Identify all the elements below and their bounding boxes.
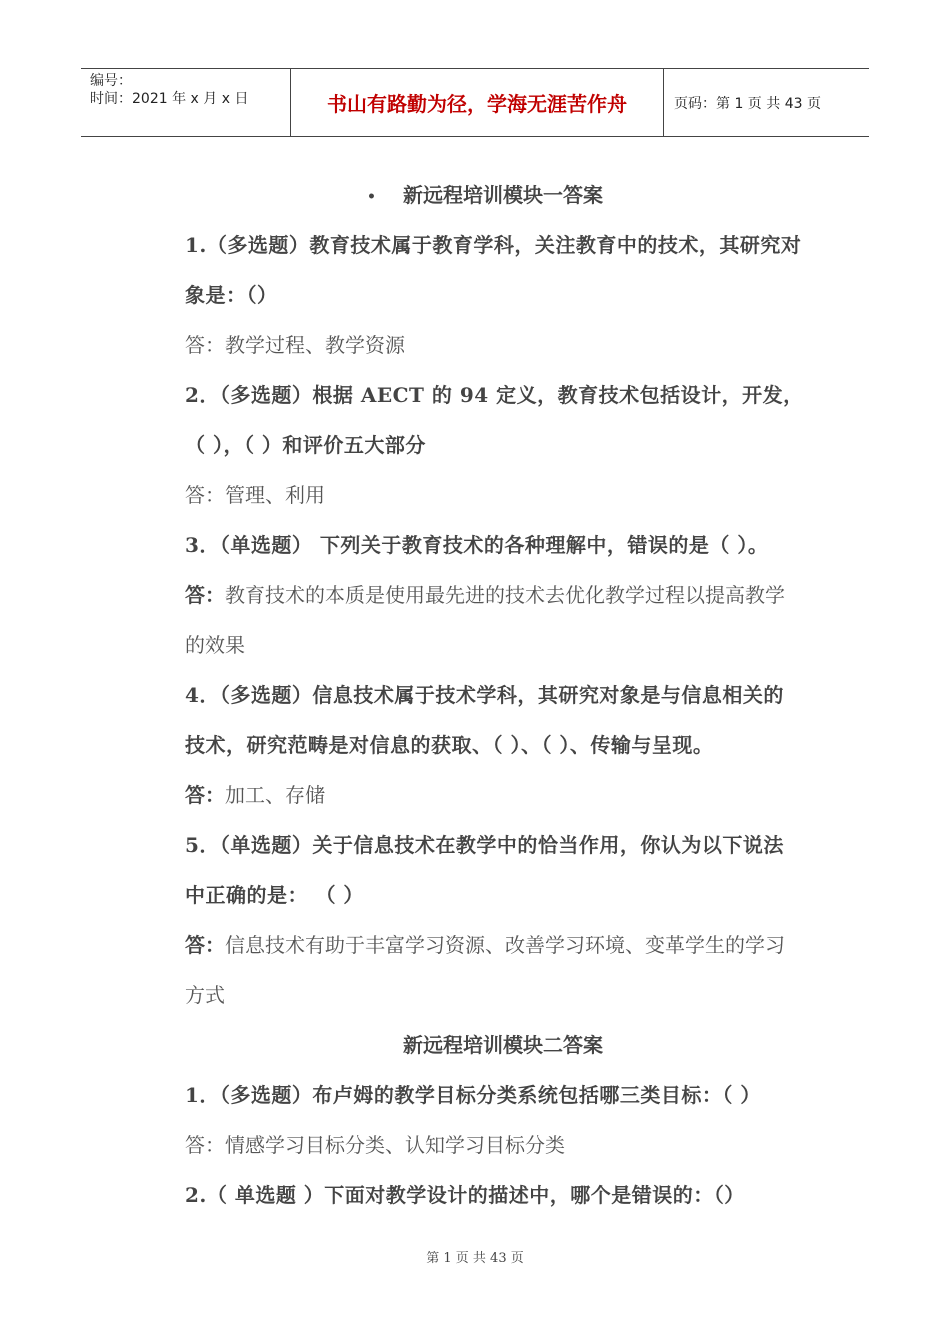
module-2-question-2: 2.（ 单选题 ）下面对教学设计的描述中，哪个是错误的：（） — [185, 1183, 745, 1207]
answer-4 — [185, 770, 860, 820]
header-page-info: 页码：第 1 页 共 43 页 — [674, 95, 821, 112]
answer-3-line-2: 的效果 — [185, 633, 245, 657]
document-number-label: 编号： — [90, 73, 132, 89]
answer-1: 答：教学过程、教学资源 — [185, 333, 405, 357]
question-2-line-1: 2．（多选题）根据 AECT 的 94 定义，教育技术包括设计，开发， — [185, 383, 804, 407]
answer-label: 答： — [185, 583, 225, 607]
question-4-line-1: 4．（多选题）信息技术属于技术学科，其研究对象是与信息相关的 — [185, 683, 784, 707]
answer-5-line-1 — [185, 920, 860, 970]
header-table — [81, 68, 869, 137]
module-2-answer-1: 答：情感学习目标分类、认知学习目标分类 — [185, 1133, 565, 1157]
question-4-line-2: 技术，研究范畴是对信息的获取、（ ）、（ ）、传输与呈现。 — [185, 733, 714, 757]
question-1-line-2: 象是：（） — [185, 283, 278, 307]
answer-text: 教育技术的本质是使用最先进的技术去优化教学过程以提高教学 — [225, 583, 785, 607]
header-motto: 书山有路勤为径，学海无涯苦作舟 — [291, 69, 664, 136]
question-1-line-1: 1.（多选题）教育技术属于教育学科，关注教育中的技术，其研究对 — [185, 233, 802, 257]
document-body — [185, 170, 860, 1220]
answer-5-line-2: 方式 — [185, 983, 225, 1007]
module-2-question-1: 1．（多选题）布卢姆的教学目标分类系统包括哪三类目标：（ ） — [185, 1083, 761, 1107]
answer-text: 加工、存储 — [225, 783, 325, 807]
answer-label: 答： — [185, 933, 225, 957]
page-footer: 第 1 页 共 43 页 — [426, 1251, 524, 1266]
question-3: 3．（单选题） 下列关于教育技术的各种理解中，错误的是（ ）。 — [185, 533, 769, 557]
answer-label: 答： — [185, 783, 225, 807]
bullet-icon: • — [367, 188, 376, 205]
answer-3-line-1 — [185, 570, 860, 620]
question-5-line-1: 5．（单选题）关于信息技术在教学中的恰当作用，你认为以下说法 — [185, 833, 784, 857]
document-time-label: 时间：2021 年 x 月 x 日 — [90, 91, 249, 107]
question-5-line-2: 中正确的是： （ ） — [185, 883, 364, 907]
section-title-module-2: 新远程培训模块二答案 — [403, 1033, 603, 1057]
question-2-line-2: （ ），（ ）和评价五大部分 — [185, 433, 426, 457]
section-title-text: 新远程培训模块一答案 — [403, 183, 603, 207]
answer-2: 答：管理、利用 — [185, 483, 325, 507]
section-title-module-1 — [185, 170, 860, 220]
answer-text: 信息技术有助于丰富学习资源、改善学习环境、变革学生的学习 — [225, 933, 785, 957]
header-meta — [81, 69, 291, 136]
